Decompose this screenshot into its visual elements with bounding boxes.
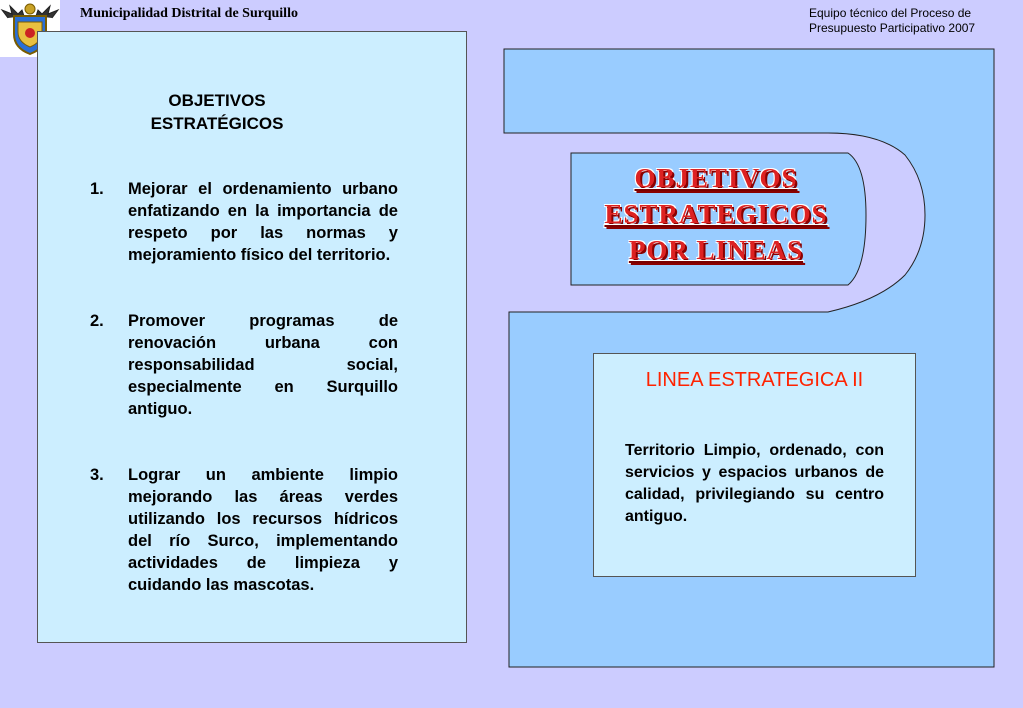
objectives-title-line-2: ESTRATÉGICOS [150,114,284,133]
banner-line-3: POR LINEAS [628,235,804,265]
header-line-1: Equipo técnico del Proceso de [809,6,972,20]
objective-text: Lograr un ambiente limpio mejorando las áreas verdes utilizando los recursos hídricos del río Surco, implementando actividades de limpieza y cuidando las mascotas. [128,466,398,594]
objective-number: 2. [90,312,104,330]
organization-name: Municipalidad Distrital de Surquillo [80,6,298,21]
objectives-title-line-1: OBJETIVOS [168,91,266,110]
objective-number: 3. [90,466,104,484]
objective-text: Mejorar el ordenamiento urbano enfatizando en la importancia de respeto por las normas y mejoramiento físico del territorio. [128,180,398,264]
objective-text: Promover programas de renovación urbana con responsabilidad social, especialmente en Surquillo antiguo. [128,312,398,418]
strategic-objectives-banner [582,160,850,268]
strategic-line-description: Territorio Limpio, ordenado, con servicios y espacios urbanos de calidad, privilegiando su centro antiguo. [625,442,884,525]
header-line-2: Presupuesto Participativo 2007 [809,21,976,35]
strategic-line-box [593,353,916,577]
banner-line-1: OBJETIVOS [634,163,798,193]
strategic-line-title: LINEA ESTRATEGICA II [645,369,864,391]
objective-number: 1. [90,180,104,198]
banner-line-2: ESTRATEGICOS [604,199,828,229]
